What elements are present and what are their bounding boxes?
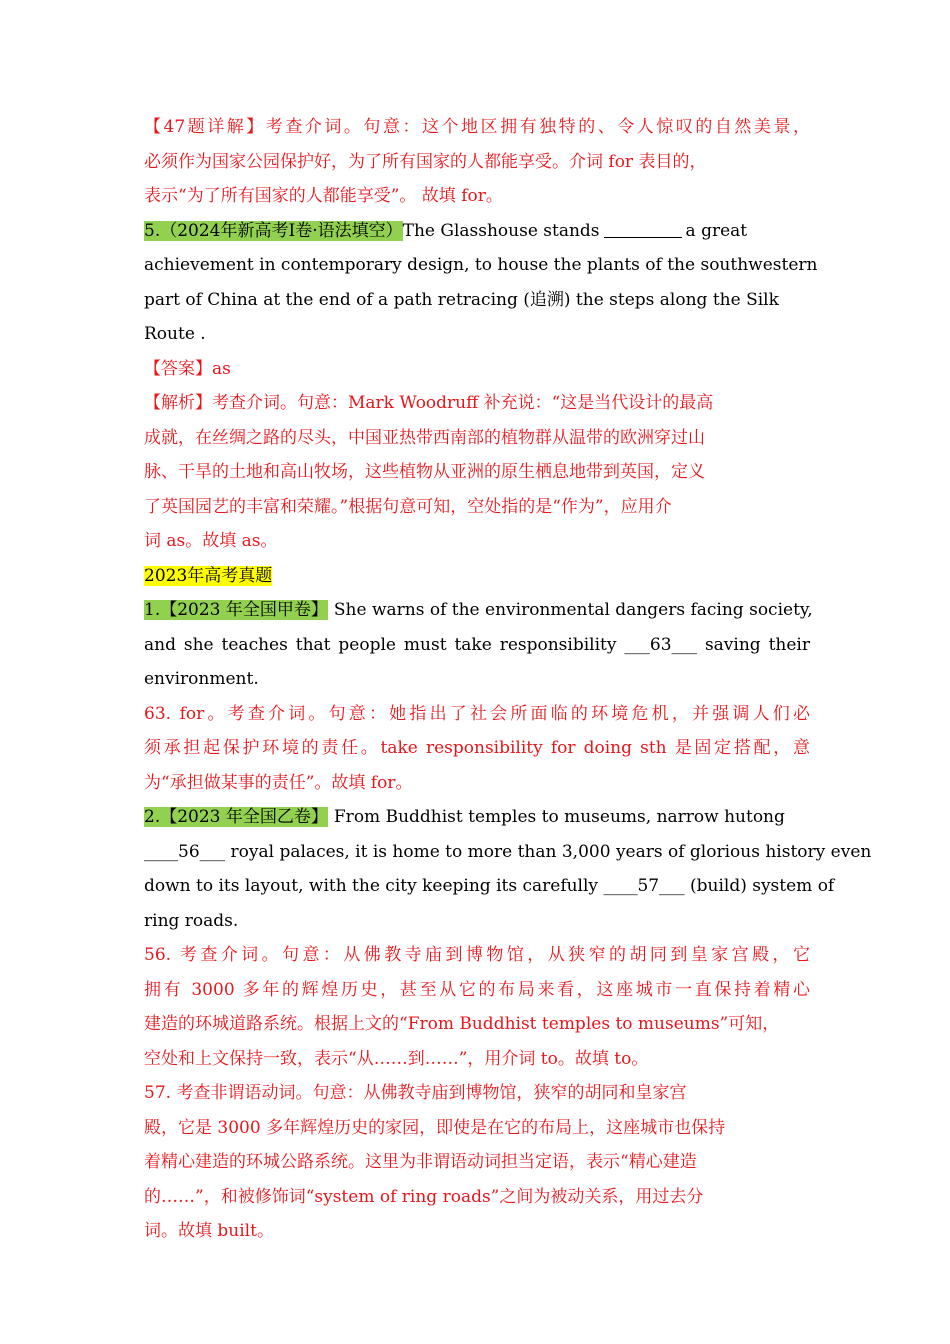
- q2-a57-line-3: 着精心建造的环城公路系统。这里为非谓语动词担当定语，表示“精心建造: [144, 1152, 697, 1172]
- q1-analysis-line-3: 为“承担做某事的责任”。故填 for。: [144, 772, 413, 793]
- q2-a57-line-1: 57. 考查非谓语动词。句意：从佛教寺庙到博物馆，狭窄的胡同和皇家宫: [144, 1083, 687, 1103]
- q5-answer: 【答案】as: [144, 358, 231, 379]
- q1-stem-line-1: [144, 593, 813, 628]
- q1-analysis-line-1: 63. for。考查介词。句意：她指出了社会所面临的环境危机，并强调人们必: [144, 703, 810, 724]
- q2-a57-line-2: 殿，它是 3000 多年辉煌历史的家园，即使是在它的布局上，这座城市也保持: [144, 1117, 726, 1138]
- q2-stem-line-3: down to its layout, with the city keeping its carefully ____57___ (build) system of: [144, 876, 835, 896]
- q2-stem-start: From Buddhist temples to museums, narrow hutong: [333, 807, 785, 827]
- q5-answer-blank: [604, 221, 682, 238]
- q5-source-tag: 5.（2024年新高考I卷·语法填空）: [144, 220, 403, 241]
- q1-stem-line-3: environment.: [144, 669, 259, 689]
- q5-analysis-line-2: 成就，在丝绸之路的尽头，中国亚热带西南部的植物群从温带的欧洲穿过山: [144, 427, 705, 448]
- q5-analysis-line-4: 了英国园艺的丰富和荣耀。”根据句意可知，空处指的是“作为”，应用介: [144, 496, 672, 517]
- section-heading-text: 2023年高考真题: [144, 565, 273, 586]
- q2-a56-line-3: 建造的环城道路系统。根据上文的“From Buddhist temples to museums”可知，: [144, 1014, 780, 1034]
- q5-stem-line-2: achievement in contemporary design, to house the plants of the southwestern: [144, 255, 818, 275]
- q5-stem-end: a great: [685, 220, 748, 241]
- q5-analysis-line-1: 【解析】考查介词。句意：Mark Woodruff 补充说：“这是当代设计的最高: [144, 393, 714, 413]
- q2-a56-line-4: 空处和上文保持一致，表示“从……到……”，用介词 to。故填 to。: [144, 1048, 649, 1069]
- q5-stem-line-1: [144, 214, 810, 249]
- q2-stem-line-1: [144, 800, 810, 835]
- q2-a57-line-5: 词。故填 built。: [144, 1221, 274, 1241]
- q2-a56-line-2: 拥有 3000 多年的辉煌历史，甚至从它的布局来看，这座城市一直保持着精心: [144, 979, 810, 1000]
- q47-line-1: 【47题详解】考查介词。句意：这个地区拥有独特的、令人惊叹的自然美景，: [144, 117, 810, 137]
- q1-stem-start: She warns of the environmental dangers facing society,: [333, 600, 813, 620]
- q1-source-tag: 1.【2023 年全国甲卷】: [144, 600, 328, 620]
- q5-stem-line-3: part of China at the end of a path retracing (追溯) the steps along the Silk: [144, 289, 779, 310]
- q2-a57-line-4: 的……”，和被修饰词“system of ring roads”之间为被动关系，用过去分: [144, 1186, 704, 1207]
- q1-stem-line-2: and she teaches that people must take responsibility ___63___ saving their: [144, 634, 810, 655]
- q2-source-tag: 2.【2023 年全国乙卷】: [144, 807, 328, 827]
- document-page: [144, 110, 872, 1249]
- q5-analysis-line-5: 词 as。故填 as。: [144, 531, 278, 551]
- q5-stem-start: The Glasshouse stands: [402, 220, 600, 241]
- q5-analysis-line-3: 脉、干旱的土地和高山牧场，这些植物从亚洲的原生栖息地带到英国，定义: [144, 462, 705, 482]
- section-heading-2023: [144, 559, 810, 594]
- q2-stem-line-4: ring roads.: [144, 910, 239, 931]
- q47-line-3: 表示“为了所有国家的人都能享受”。 故填 for。: [144, 186, 503, 206]
- q2-stem-line-2: ____56___ royal palaces, it is home to more than 3,000 years of glorious history even: [144, 841, 872, 862]
- q47-line-2: 必须作为国家公园保护好，为了所有国家的人都能享受。介词 for 表目的，: [144, 151, 707, 172]
- q2-a56-line-1: 56. 考查介词。句意：从佛教寺庙到博物馆，从狭窄的胡同到皇家宫殿，它: [144, 945, 810, 965]
- q1-analysis-line-2: 须承担起保护环境的责任。take responsibility for doing sth 是固定搭配，意: [144, 738, 810, 758]
- q5-stem-line-4: Route .: [144, 324, 206, 344]
